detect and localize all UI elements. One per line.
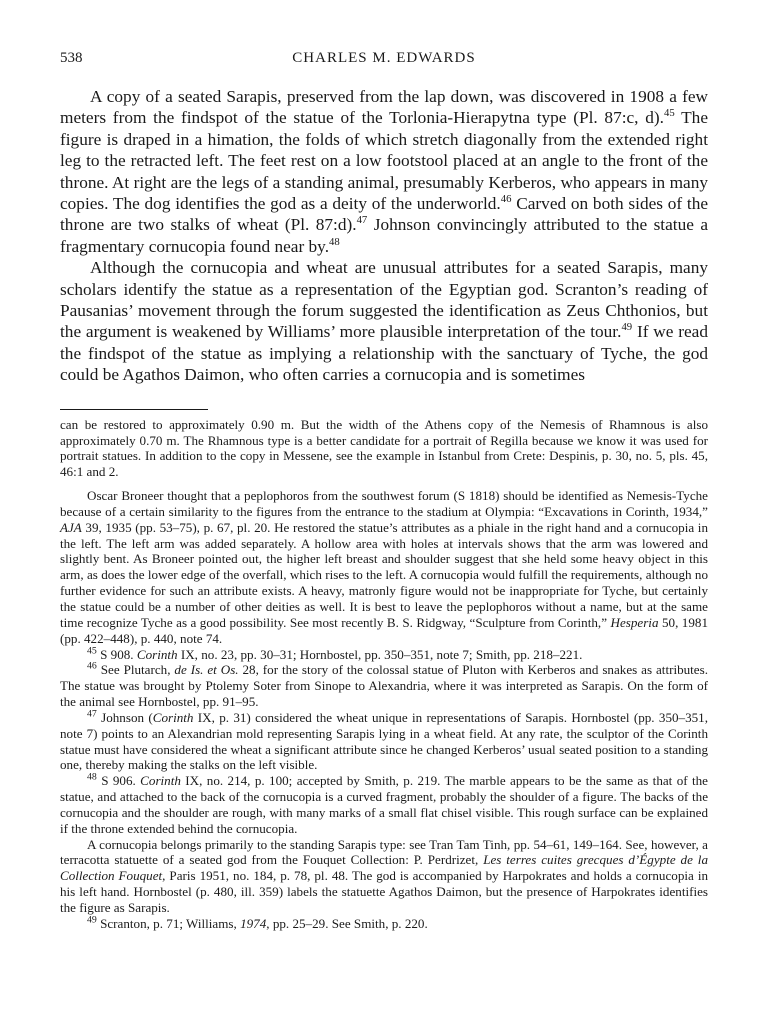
text-run: S 906.: [96, 773, 141, 789]
text-run: The figure is draped in a himation, the folds of which stretch diagonally from the extended right leg to the retracted left. The feet rest on a low footstool placed at an angle to the front of the throne. At right are the legs of a standing animal, presumably Kerberos, who appears in many copies. The dog identifies the god as a deity of the underworld.: [60, 108, 708, 214]
italic-run: Les terres cuites grecques d’Égypte de la Collection Fouquet: [60, 852, 708, 884]
text-run: A copy of a seated Sarapis, preserved from the lap down, was discovered in 1908 a few meters from the findspot of the statue of the Torlonia-Hierapytna type (Pl. 87:c, d).: [60, 87, 708, 128]
text-run: IX, p. 31) considered the wheat unique in representations of Sarapis. Hornbostel (pp. 350–351, note 7) points to an Alexandrian mold representing Sarapis lying in a wheat field. At any rate, the sculptor of the Corinth statue must have considered the wheat a significant attribute since he changed Kerberos’ usual seated position to a standing one, thereby making the stalks on the left visible.: [60, 709, 708, 773]
text-run: If we read the findspot of the statue as implying a relationship with the sanctuary of Tyche, the god could be Agathos Daimon, who often carries a cornucopia and is sometimes: [60, 322, 708, 385]
footnote-48: [60, 773, 708, 836]
footnote-broneer: [60, 488, 708, 646]
main-text: [60, 86, 708, 386]
footnote-ref-46[interactable]: 46: [500, 193, 512, 206]
text-run: , Paris 1951, no. 184, p. 78, pl. 48. The god is accompanied by Harpokrates and holds a cornucopia in his left hand. Hornbostel (p. 480, ill. 359) labels the statuette Agathos Daimon, but the presence of Harpokrates identifies the figure as Sarapis.: [60, 868, 708, 915]
text-run: 50, 1981 (pp. 422–448), p. 440, note 74.: [60, 614, 708, 646]
text-run: S 908.: [96, 646, 137, 662]
footnote-ref-49[interactable]: 49: [621, 321, 633, 334]
running-header: [60, 50, 708, 76]
footnote-47: [60, 710, 708, 773]
text-run: IX, no. 214, p. 100; accepted by Smith, p. 219. The marble appears to be the same as that of the statue, and attached to the back of the cornucopia is a curved fragment, probably the shoulder of a figure. The backs of the cornucopia and the shoulder are rough, with many marks of a small flat chisel visible. This rough surface can be explained if the throne extended behind the cornucopia.: [60, 773, 708, 836]
text-run: Oscar Broneer thought that a peplophoros from the southwest forum (S 1818) should be identified as Nemesis-Tyche because of a certain similarity to the figures from the entrance to the stadium at Olympia: “Excavations in Corinth, 1934,”: [60, 488, 708, 519]
page: [60, 50, 708, 932]
footnote-45: [60, 647, 708, 663]
footnote-ref-45[interactable]: 45: [663, 107, 675, 120]
footnote-number: 46: [87, 660, 97, 672]
italic-run: Corinth: [136, 646, 178, 662]
text-run: 39, 1935 (pp. 53–75), p. 67, pl. 20. He restored the statue’s attributes as a phiale in the right hand and a cornucopia in the left. The left arm was added separately. A hollow area with holes at intervals shows that the arm was lowered and slightly bent. As Broneer pointed out, the higher left breast and shoulder suggest that she held some heavy object in this arm, as does the lower edge of the overfall, which rises to the left. A cornucopia would fulfill the requirements, although no further evidence for such an attribute exists. A heavy, matronly figure would not be inappropriate for Tyche, but certainly the statue could be a number of other deities as well. It is best to leave the peplophoros without a name, but at the same time recognize Tyche as a good possibility. See most recently B. S. Ridgway, “Sculpture from Corinth,”: [60, 519, 708, 630]
footnote-rule: [60, 409, 208, 410]
text-run: A cornucopia belongs primarily to the standing Sarapis type: see Tran Tam Tinh, pp. 54–61, 149–164. See, however, a terracotta statuette of a seated god from the Fouquet Collection: P. Perdrizet,: [60, 836, 708, 868]
italic-run: Corinth: [152, 709, 194, 725]
text-run: 28, for the story of the colossal statue of Pluton with Kerberos and snakes as attributes. The statue was brought by Ptolemy Soter from Sinope to Alexandria, where it was interpreted as Sarapis. On the form of the animal see Hornbostel, pp. 91–95.: [60, 662, 708, 710]
footnote-46: [60, 662, 708, 710]
running-head-author: CHARLES M. EDWARDS: [292, 50, 476, 66]
footnote-49: [60, 916, 708, 932]
text-run: IX, no. 23, pp. 30–31; Hornbostel, pp. 350–351, note 7; Smith, pp. 218–221.: [177, 646, 583, 662]
footnote-number: 47: [87, 708, 97, 720]
footnote-48-continued: [60, 837, 708, 916]
footnote-ref-48[interactable]: 48: [329, 236, 340, 249]
footnote-ref-47[interactable]: 47: [356, 214, 368, 227]
text-run: Carved on both sides of the throne are two stalks of wheat (Pl. 87:d).: [60, 194, 708, 235]
italic-run: 1974: [240, 915, 267, 931]
footnotes: [60, 417, 708, 932]
paragraph-seated-sarapis: [60, 86, 708, 257]
footnote-continuation: can be restored to approximately 0.90 m. But the width of the Athens copy of the Nemesis of Rhamnous is also approximately 0.70 m. The Rhamnous type is a better candidate for a portrait of Regilla because we know it was used for portrait statues. In addition to the copy in Messene, see the example in Istanbul from Crete: Despinis, p. 30, no. 5, pls. 45, 46:1 and 2.: [60, 416, 708, 480]
text-run: Scranton, p. 71; Williams,: [96, 915, 241, 931]
italic-run: AJA: [60, 519, 82, 535]
page-number: 538: [60, 50, 83, 66]
text-run: , pp. 25–29. See Smith, p. 220.: [266, 915, 428, 931]
italic-run: de Is. et Os.: [174, 662, 239, 678]
text-run: See Plutarch,: [96, 662, 175, 678]
italic-run: Corinth: [140, 773, 181, 789]
italic-run: Hesperia: [610, 614, 659, 630]
footnote-number: 48: [87, 771, 97, 783]
text-run: Johnson (: [96, 709, 153, 725]
footnote-number: 45: [87, 645, 97, 657]
text-run: Although the cornucopia and wheat are unusual attributes for a seated Sarapis, many scholars identify the statue as a representation of the Egyptian god. Scranton’s reading of Pausanias’ movement through the forum suggested the identification as Zeus Chthonios, but the argument is weakened by Williams’ more plausible interpretation of the tour.: [60, 258, 708, 342]
text-run: Johnson convincingly attributed to the statue a fragmentary cornucopia found near by.: [60, 215, 708, 256]
paragraph-identification: [60, 257, 708, 385]
footnote-number: 49: [87, 914, 97, 926]
